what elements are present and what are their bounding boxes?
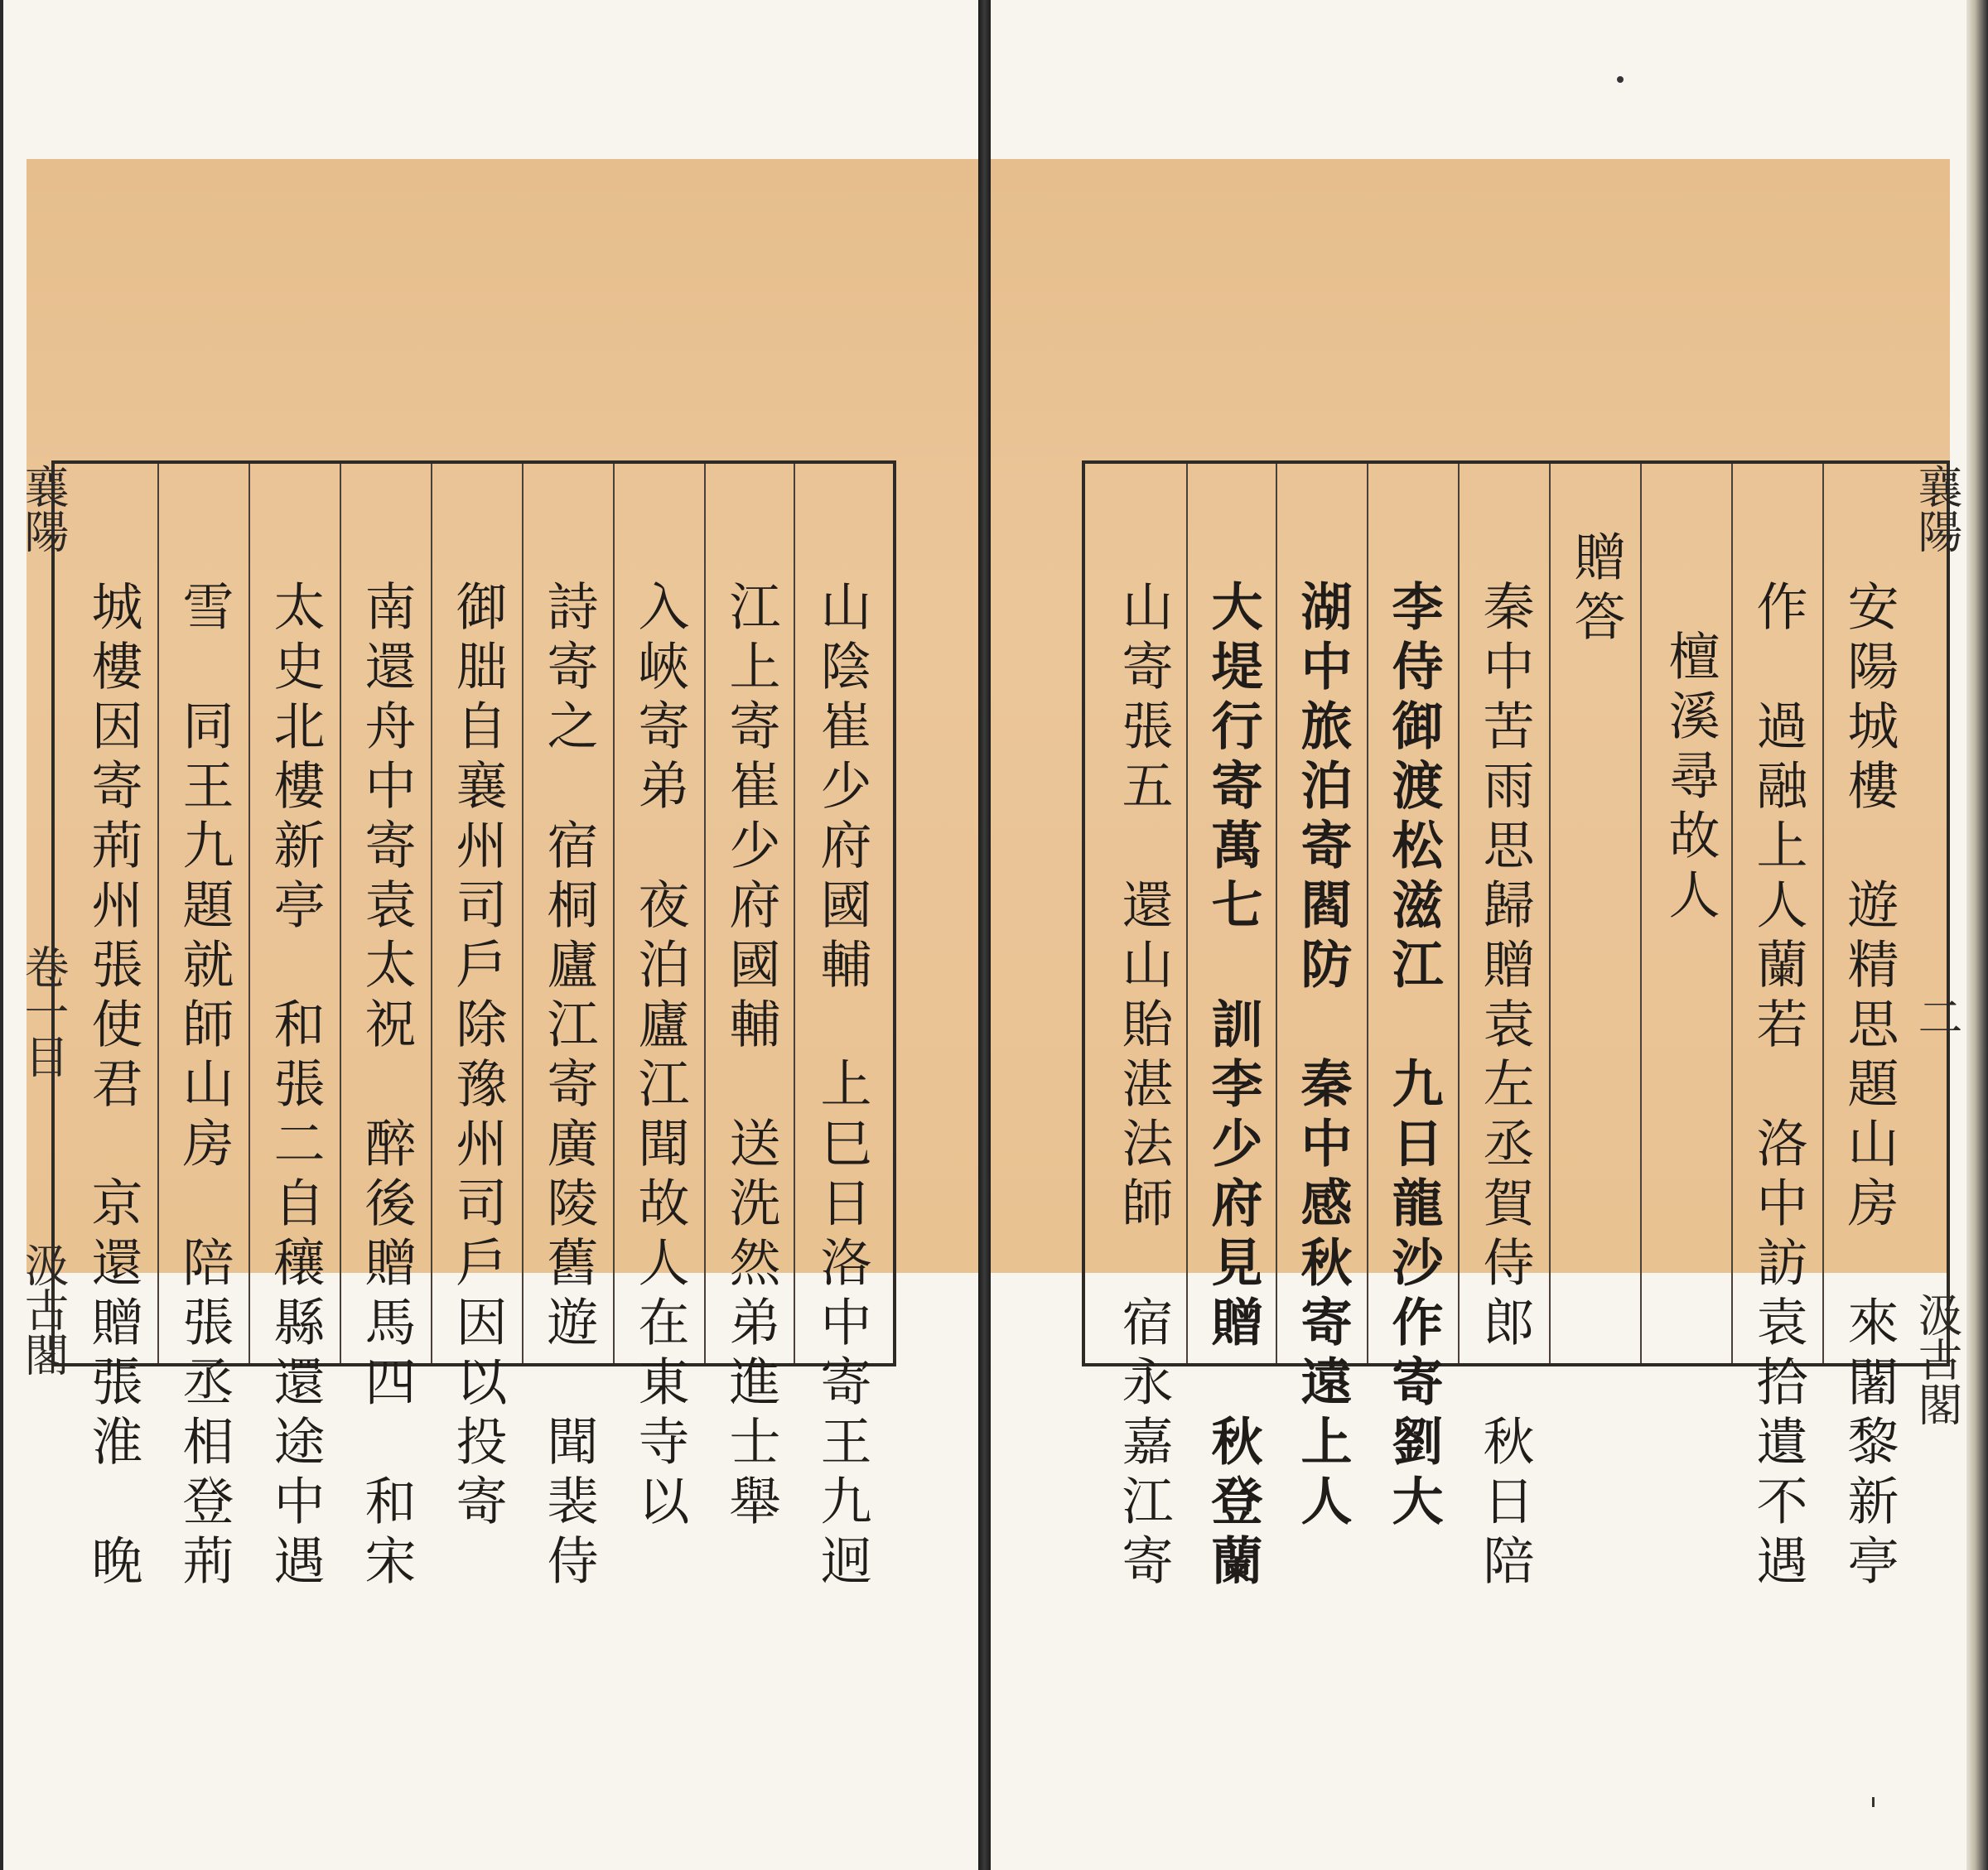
column-rule — [1640, 464, 1642, 1363]
text-column: 大堤行寄萬七 訓李少府見贈 秋登蘭 — [1203, 580, 1263, 1593]
text-column: 南還舟中寄袁太祝 醉後贈馬四 和宋 — [356, 580, 417, 1593]
column-rule — [1549, 464, 1551, 1363]
text-column: 城樓因寄荊州張使君 京還贈張淮 晚 — [83, 580, 143, 1593]
speck — [1617, 76, 1624, 83]
column-rule — [613, 464, 615, 1363]
column-rule — [340, 464, 341, 1363]
margin-title: 襄陽 — [1911, 464, 1963, 553]
column-rule — [794, 464, 795, 1363]
text-column: 詩寄之 宿桐廬江寄廣陵舊遊 聞裴侍 — [538, 580, 599, 1593]
text-column: 山陰崔少府國輔 上巳日洛中寄王九迥 — [812, 580, 872, 1593]
page-edge — [1966, 0, 1988, 1870]
text-column: 江上寄崔少府國輔 送洗然弟進士舉 — [721, 580, 781, 1534]
margin-title: 襄陽 — [17, 464, 70, 553]
speck — [1872, 1797, 1875, 1807]
column-rule — [1186, 464, 1188, 1363]
column-rule — [248, 464, 250, 1363]
text-column: 山寄張五 還山貽湛法師 宿永嘉江寄 — [1113, 580, 1174, 1593]
text-column: 太史北樓新亭 和張二自穰縣還途中遇 — [265, 580, 326, 1593]
margin-publisher: 汲古閣 — [1911, 1292, 1963, 1426]
margin-volume: 卷一目 — [17, 944, 70, 1078]
column-rule — [1367, 464, 1368, 1363]
column-rule — [1458, 464, 1460, 1363]
column-rule — [1731, 464, 1733, 1363]
column-rule — [431, 464, 432, 1363]
column-rule — [522, 464, 524, 1363]
text-column: 李侍御渡松滋江 九日龍沙作寄劉大 — [1383, 580, 1444, 1534]
column-rule — [1822, 464, 1824, 1363]
page-number: 二 — [1911, 994, 1963, 1039]
text-column: 入峽寄弟 夜泊廬江聞故人在東寺以 — [630, 580, 690, 1534]
margin-publisher: 汲古閣 — [17, 1242, 70, 1376]
column-rule — [1276, 464, 1277, 1363]
text-column: 檀溪尋故人 — [1660, 629, 1720, 928]
text-column: 御朏自襄州司戶除豫州司戶因以投寄 — [447, 580, 508, 1534]
book-spine — [978, 0, 991, 1870]
text-column: 湖中旅泊寄閻防 秦中感秋寄遠上人 — [1292, 580, 1353, 1534]
section-heading: 贈答 — [1566, 530, 1626, 649]
text-column: 作 過融上人蘭若 洛中訪袁拾遺不遇 — [1748, 580, 1808, 1593]
column-rule — [157, 464, 159, 1363]
text-column: 安陽城樓 遊精思題山房 來闍黎新亭 — [1839, 580, 1899, 1593]
column-rule — [704, 464, 706, 1363]
text-column: 雪 同王九題就師山房 陪張丞相登荊 — [174, 580, 234, 1593]
text-column: 秦中苦雨思歸贈袁左丞賀侍郎 秋日陪 — [1474, 580, 1535, 1593]
